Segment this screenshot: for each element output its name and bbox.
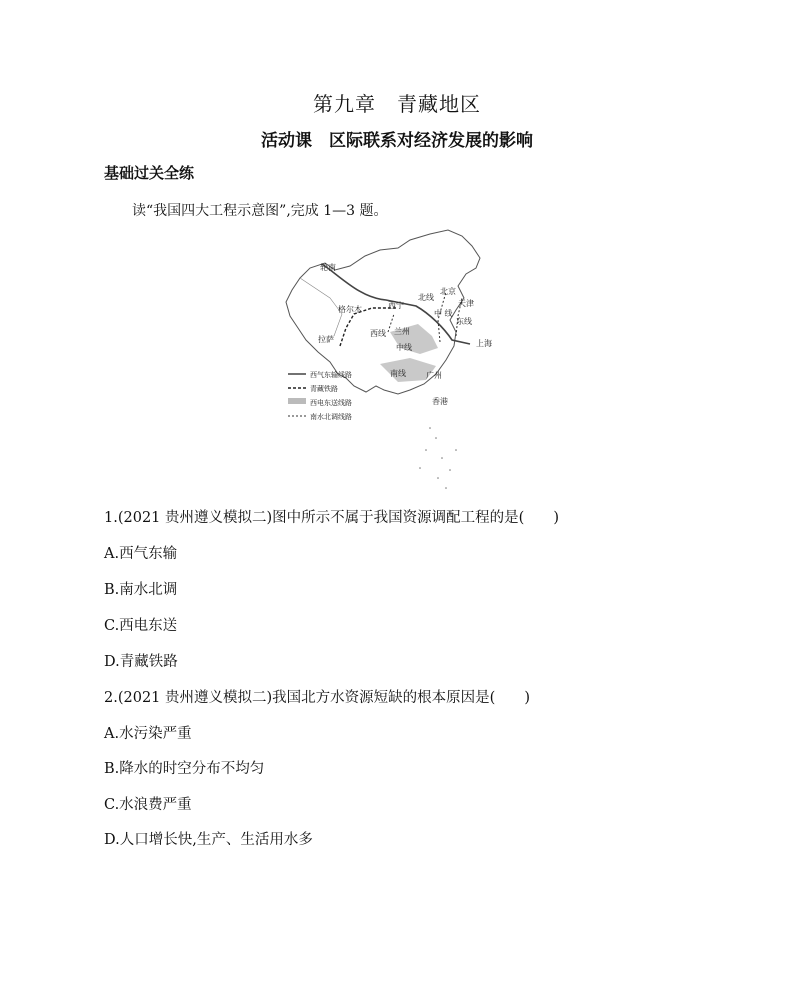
legend-label: 青藏铁路 xyxy=(310,385,338,393)
china-projects-map xyxy=(280,228,510,498)
map-label-middle-line: 中线 xyxy=(396,343,412,352)
question-1-option-c: C.西电东送 xyxy=(104,618,178,634)
legend-label: 南水北调线路 xyxy=(310,413,352,421)
chapter-title: 第九章 青藏地区 xyxy=(313,92,481,116)
question-2-option-d: D.人口增长快,生产、生活用水多 xyxy=(104,832,313,848)
map-label-shanghai: 上海 xyxy=(476,339,492,348)
question-2-option-c: C.水浪费严重 xyxy=(104,797,192,813)
intro-text: 读“我国四大工程示意图”,完成 1—3 题。 xyxy=(132,203,388,219)
legend-label: 西电东送线路 xyxy=(310,399,352,407)
lesson-title: 活动课 区际联系对经济发展的影响 xyxy=(261,131,533,151)
map-legend xyxy=(288,370,352,421)
map-label-lasa: 拉萨 xyxy=(318,335,334,344)
map-label-lunnan: 轮南 xyxy=(320,263,336,272)
xinjiang-border xyxy=(300,278,342,336)
question-1-option-b: B.南水北调 xyxy=(104,582,178,598)
question-1-stem: 1.(2021 贵州遵义模拟二)图中所示不属于我国资源调配工程的是( ) xyxy=(104,510,559,526)
question-2-stem: 2.(2021 贵州遵义模拟二)我国北方水资源短缺的根本原因是( ) xyxy=(104,690,530,706)
question-2-option-b: B.降水的时空分布不均匀 xyxy=(104,761,265,777)
question-2-option-a: A.水污染严重 xyxy=(104,726,192,742)
map-label-tianjin: 天津 xyxy=(458,299,474,308)
legend-power-transmission-icon xyxy=(288,398,306,404)
question-1-option-a: A.西气东输 xyxy=(104,546,178,562)
map-label-lanzhou: 兰州 xyxy=(394,327,410,336)
map-label-north-line: 北线 xyxy=(418,293,434,302)
map-label-beijing: 北京 xyxy=(440,287,456,296)
map-label-west-line: 西线 xyxy=(370,329,386,338)
section-title: 基础过关全练 xyxy=(104,164,195,182)
map-label-south-line: 南线 xyxy=(390,369,406,378)
map-label-xianggang: 香港 xyxy=(432,397,448,406)
south-sea-islands xyxy=(419,427,457,489)
map-label-east-line: 东线 xyxy=(456,317,472,326)
legend-label: 西气东输线路 xyxy=(310,371,352,379)
map-label-xining: 西宁 xyxy=(388,301,404,310)
map-label-guangzhou: 广州 xyxy=(426,371,442,380)
question-1-option-d: D.青藏铁路 xyxy=(104,654,178,670)
map-label-mid-vertical: 中 线 xyxy=(434,309,453,318)
map-label-geermu: 格尔木 xyxy=(338,305,362,314)
